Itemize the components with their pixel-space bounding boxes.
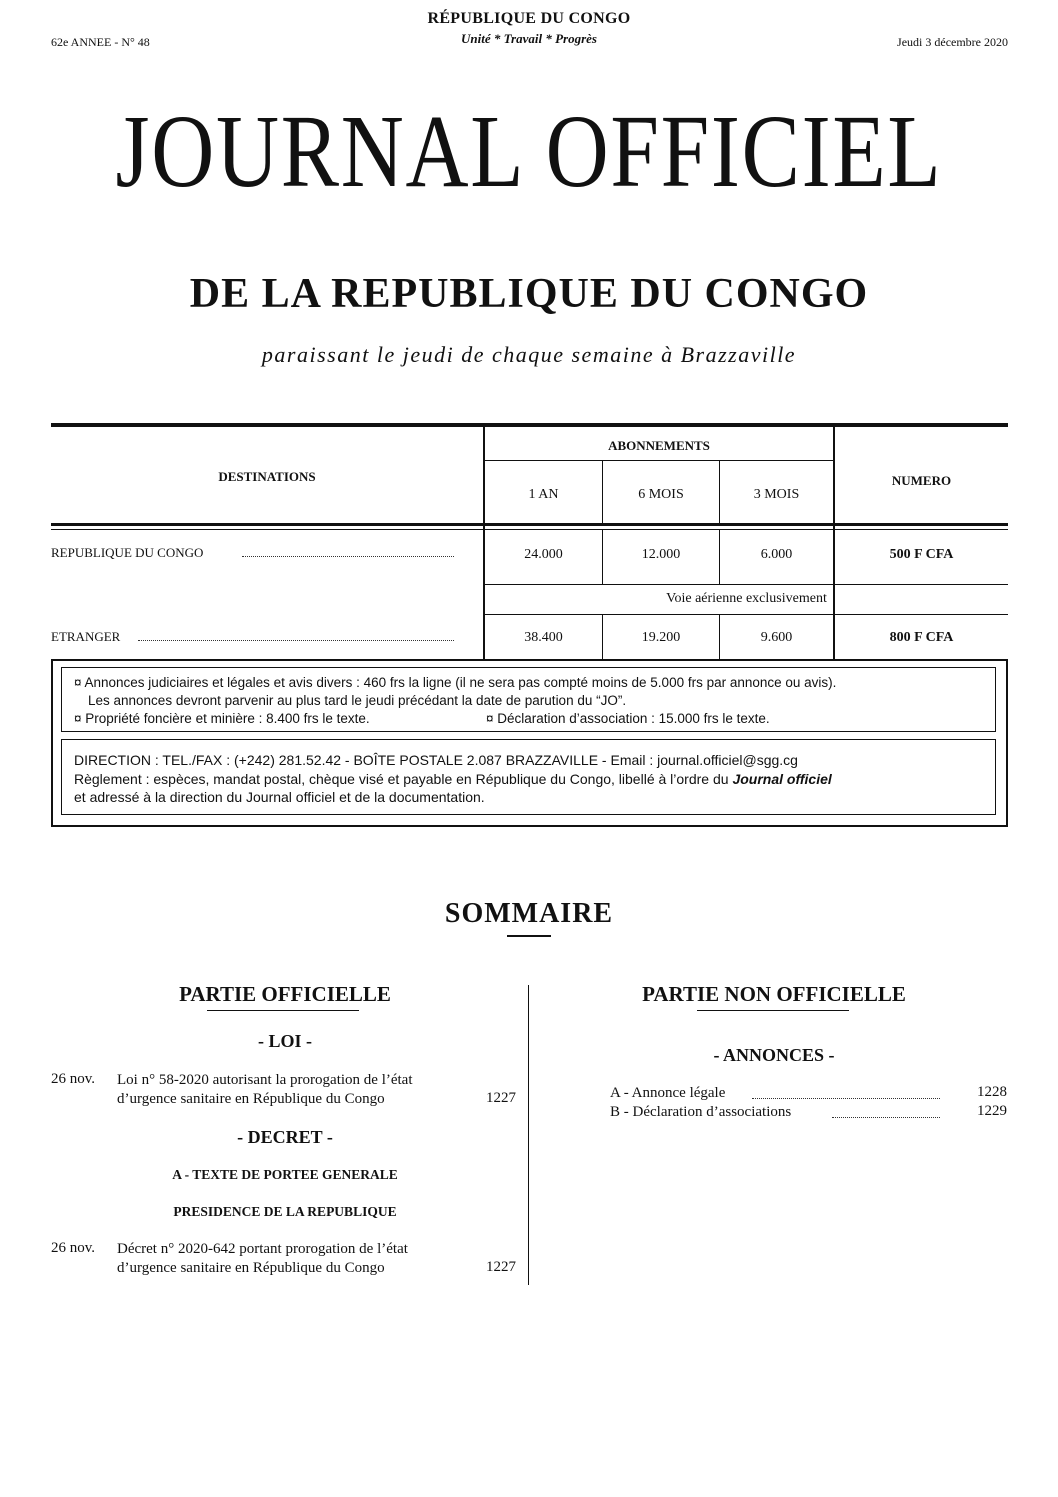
issue-number: 62e ANNEE - N° 48 [51, 35, 150, 49]
price-etranger-1an: 38.400 [524, 630, 563, 645]
partie-non-officielle-underline [697, 1010, 849, 1011]
decret-line-2: d’urgence sanitaire en République du Congo [117, 1260, 385, 1276]
period-6mois: 6 MOIS [638, 487, 684, 502]
annonce-item-b: B - Déclaration d’associations [610, 1104, 792, 1120]
annonce-item-b-page: 1229 [977, 1103, 1007, 1119]
dot-leader [138, 640, 454, 641]
issue-date: Jeudi 3 décembre 2020 [897, 35, 1008, 49]
abonnements-divider [484, 460, 834, 461]
table-header-rule [51, 523, 1008, 526]
decret-subheading-presidence: PRESIDENCE DE LA REPUBLIQUE [173, 1204, 397, 1219]
direction-line-3: et adressé à la direction du Journal officiel et de la documentation. [74, 789, 485, 805]
notice-line-1: ¤ Annonces judiciaires et légales et avis divers : 460 frs la ligne (il ne sera pas compté moins de 5.000 frs par annonce ou avis). [74, 675, 837, 690]
direction-line-2-text: Règlement : espèces, mandat postal, chèque visé et payable en République du Congo, libellé à l’ordre du [74, 771, 733, 787]
journal-tagline: paraissant le jeudi de chaque semaine à Brazzaville [261, 342, 797, 367]
decret-subheading-a: A - TEXTE DE PORTEE GENERALE [172, 1167, 398, 1182]
partie-non-officielle-heading: PARTIE NON OFFICIELLE [642, 982, 906, 1006]
dot-leader [752, 1098, 940, 1099]
republic-name: RÉPUBLIQUE DU CONGO [427, 10, 631, 27]
price-etranger-3mois: 9.600 [760, 630, 793, 645]
destination-congo: REPUBLIQUE DU CONGO [51, 545, 204, 560]
decret-page: 1227 [486, 1259, 516, 1275]
loi-line-1: Loi n° 58-2020 autorisant la prorogation de l’état [117, 1072, 413, 1088]
period-3mois: 3 MOIS [753, 487, 800, 502]
destinations-header: DESTINATIONS [218, 469, 316, 484]
national-motto: Unité * Travail * Progrès [460, 31, 597, 46]
sommaire-underline [507, 935, 551, 937]
air-note: Voie aérienne exclusivement [666, 591, 827, 606]
period-1an: 1 AN [528, 487, 559, 502]
abonnements-header: ABONNEMENTS [608, 438, 710, 453]
loi-line-2: d’urgence sanitaire en République du Congo [117, 1091, 385, 1107]
price-etranger-6mois: 19.200 [641, 630, 681, 645]
direction-line-1: DIRECTION : TEL./FAX : (+242) 281.52.42 - BOÎTE POSTALE 2.087 BRAZZAVILLE - Email : journal.officiel@sgg.cg [74, 752, 798, 768]
partie-officielle-heading: PARTIE OFFICIELLE [179, 982, 391, 1006]
loi-date: 26 nov. [51, 1071, 96, 1087]
numero-etranger: 800 F CFA [889, 630, 954, 645]
decret-line-1: Décret n° 2020-642 portant prorogation de l’état [117, 1241, 408, 1257]
journal-title: JOURNAL OFFICIEL [115, 94, 943, 209]
sommaire-title: SOMMAIRE [444, 898, 614, 929]
table-header-thin-rule [51, 529, 1008, 530]
notice-line-3a: ¤ Propriété foncière et minière : 8.400 frs le texte. [74, 711, 370, 726]
price-congo-1an: 24.000 [524, 547, 563, 562]
air-note-bottom-rule [484, 614, 1008, 615]
notice-line-3b: ¤ Déclaration d’association : 15.000 frs le texte. [486, 711, 770, 726]
dot-leader [242, 556, 454, 557]
direction-line-2 [74, 771, 832, 788]
column-divider [528, 985, 529, 1285]
price-congo-6mois: 12.000 [641, 547, 681, 562]
annonces-heading: - ANNONCES - [713, 1045, 835, 1065]
decret-heading: - DECRET - [237, 1127, 333, 1147]
journal-officiel-emphasis: Journal officiel [732, 771, 832, 787]
destination-etranger: ETRANGER [51, 629, 121, 644]
price-congo-3mois: 6.000 [760, 547, 793, 562]
notice-line-2: Les annonces devront parvenir au plus tard le jeudi précédant la date de parution du “JO”. [88, 693, 627, 708]
table-top-rule [51, 423, 1008, 427]
loi-page: 1227 [486, 1090, 516, 1106]
numero-header: NUMERO [891, 473, 952, 488]
partie-officielle-underline [207, 1010, 359, 1011]
air-note-top-rule [484, 584, 1008, 585]
annonce-item-a: A - Annonce légale [610, 1085, 726, 1101]
col-divider-1 [483, 427, 485, 659]
numero-congo: 500 F CFA [889, 547, 954, 562]
decret-date: 26 nov. [51, 1240, 96, 1256]
journal-subtitle: DE LA REPUBLIQUE DU CONGO [189, 271, 869, 317]
col-divider-4 [833, 427, 835, 659]
loi-heading: - LOI - [258, 1031, 312, 1051]
dot-leader [832, 1117, 940, 1118]
annonce-item-a-page: 1228 [977, 1084, 1007, 1100]
